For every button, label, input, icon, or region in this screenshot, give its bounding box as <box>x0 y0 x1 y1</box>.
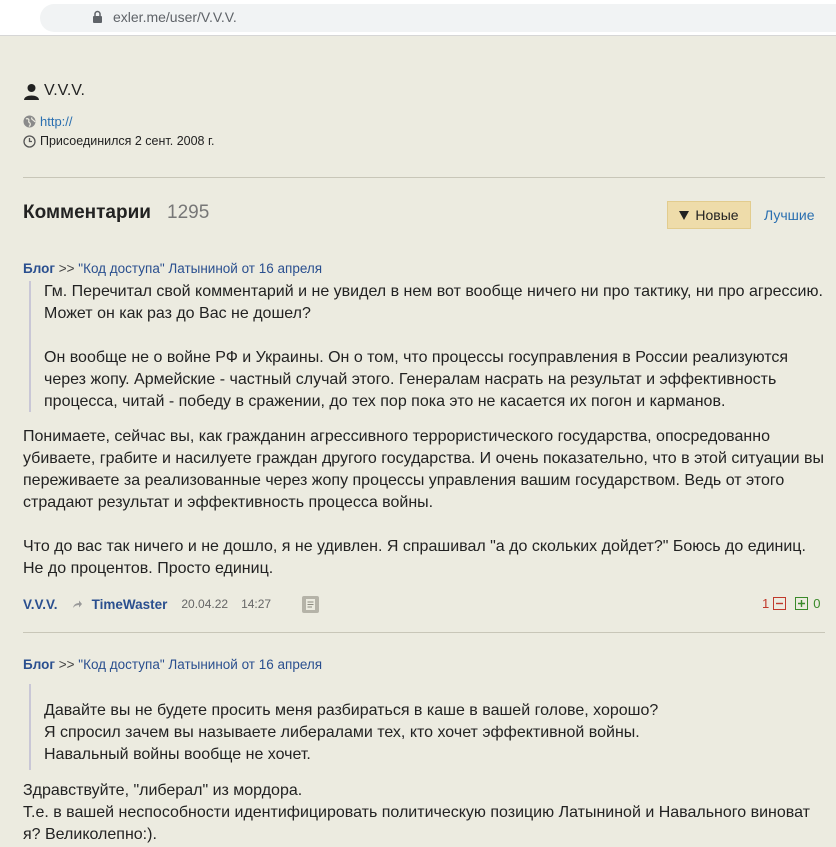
globe-icon <box>23 115 36 128</box>
comment-quote <box>29 281 829 412</box>
comment-meta <box>23 595 319 613</box>
comment-paragraph: Что до вас так ничего и не дошло, я не удивлен. Я спрашивал "а до скольких дойдет?" Боюсь до единиц. Не до процентов. Просто единиц. <box>23 538 806 577</box>
divider <box>23 177 825 178</box>
comment-time: 14:27 <box>241 597 272 611</box>
breadcrumb-separator: >> <box>58 261 75 276</box>
lock-icon[interactable] <box>92 10 103 24</box>
comment-paragraph: Понимаете, сейчас вы, как гражданин агрессивного террористического государства, опосредованно убиваете, грабите и насилуете граждан другого государства. И очень показательно, что в этой ситуации вы переживаете за реализованные через жопу процессы управления вашим государством. Ведь от этого страдают результат и эффективность процесса войны. <box>23 428 824 511</box>
comment-votes <box>762 595 820 611</box>
comment-breadcrumb <box>23 261 322 276</box>
quote-paragraph: Гм. Перечитал свой комментарий и не увидел в нем вот вообще ничего ни про тактику, ни про агрессию. Может он как раз до Вас не дошел? <box>44 283 823 322</box>
comment-quote <box>29 684 809 770</box>
sort-new-label: Новые <box>695 207 739 223</box>
comment-line: Т.е. в вашей неспособности идентифицировать политическую позицию Латыниной и Навального виноват я? Великолепно:). <box>23 804 810 843</box>
comment-breadcrumb <box>23 657 322 672</box>
post-link[interactable]: "Код доступа" Латыниной от 16 апреля <box>78 657 323 672</box>
minus-icon[interactable] <box>773 597 786 610</box>
breadcrumb-separator: >> <box>58 657 75 672</box>
votes-plus-count: 0 <box>813 595 821 611</box>
clock-icon <box>23 135 36 148</box>
quote-line: Давайте вы не будете просить меня разбираться в каше в вашей голове, хорошо? <box>44 702 659 719</box>
blog-link[interactable]: Блог <box>23 657 55 672</box>
document-icon[interactable] <box>302 596 319 613</box>
comment-line: Здравствуйте, "либерал" из мордора. <box>23 782 303 799</box>
browser-address-bar <box>0 0 836 36</box>
sort-best-link[interactable]: Лучшие <box>764 207 815 223</box>
triangle-down-icon <box>679 211 689 220</box>
comments-count: 1295 <box>167 202 210 223</box>
profile-website <box>23 114 73 129</box>
blog-link[interactable]: Блог <box>23 261 55 276</box>
comment-body <box>23 780 828 846</box>
profile-header <box>23 82 85 100</box>
quote-line: Я спросил зачем вы называете либералами тех, кто хочет эффективной войны. <box>44 724 640 741</box>
sort-new-button[interactable] <box>667 201 751 229</box>
joined-date: Присоединился 2 сент. 2008 г. <box>40 134 215 148</box>
reply-to-user[interactable]: TimeWaster <box>91 596 168 612</box>
profile-name: V.V.V. <box>44 82 85 99</box>
website-link[interactable]: http:// <box>40 114 73 129</box>
quote-paragraph: Он вообще не о войне РФ и Украины. Он о том, что процессы госуправления в России реализуются через жопу. Армейские - частный случай этого. Генералам насрать на результат и эффективность процесса, читай - победу в сражении, до тех пор пока это не касается их погон и карманов. <box>44 349 789 410</box>
profile-joined <box>23 134 215 148</box>
user-icon <box>23 83 40 100</box>
comments-title: Комментарии <box>23 202 151 223</box>
divider <box>23 632 825 633</box>
plus-icon[interactable] <box>795 597 808 610</box>
comment-date: 20.04.22 <box>181 597 229 611</box>
quote-line: Навальный войны вообще не хочет. <box>44 746 311 763</box>
url-text[interactable]: exler.me/user/V.V.V. <box>113 9 237 25</box>
post-link[interactable]: "Код доступа" Латыниной от 16 апреля <box>78 261 323 276</box>
comment-body <box>23 426 828 580</box>
comment-author[interactable]: V.V.V. <box>23 596 58 612</box>
reply-icon <box>72 599 82 609</box>
votes-minus-count: 1 <box>762 595 770 611</box>
